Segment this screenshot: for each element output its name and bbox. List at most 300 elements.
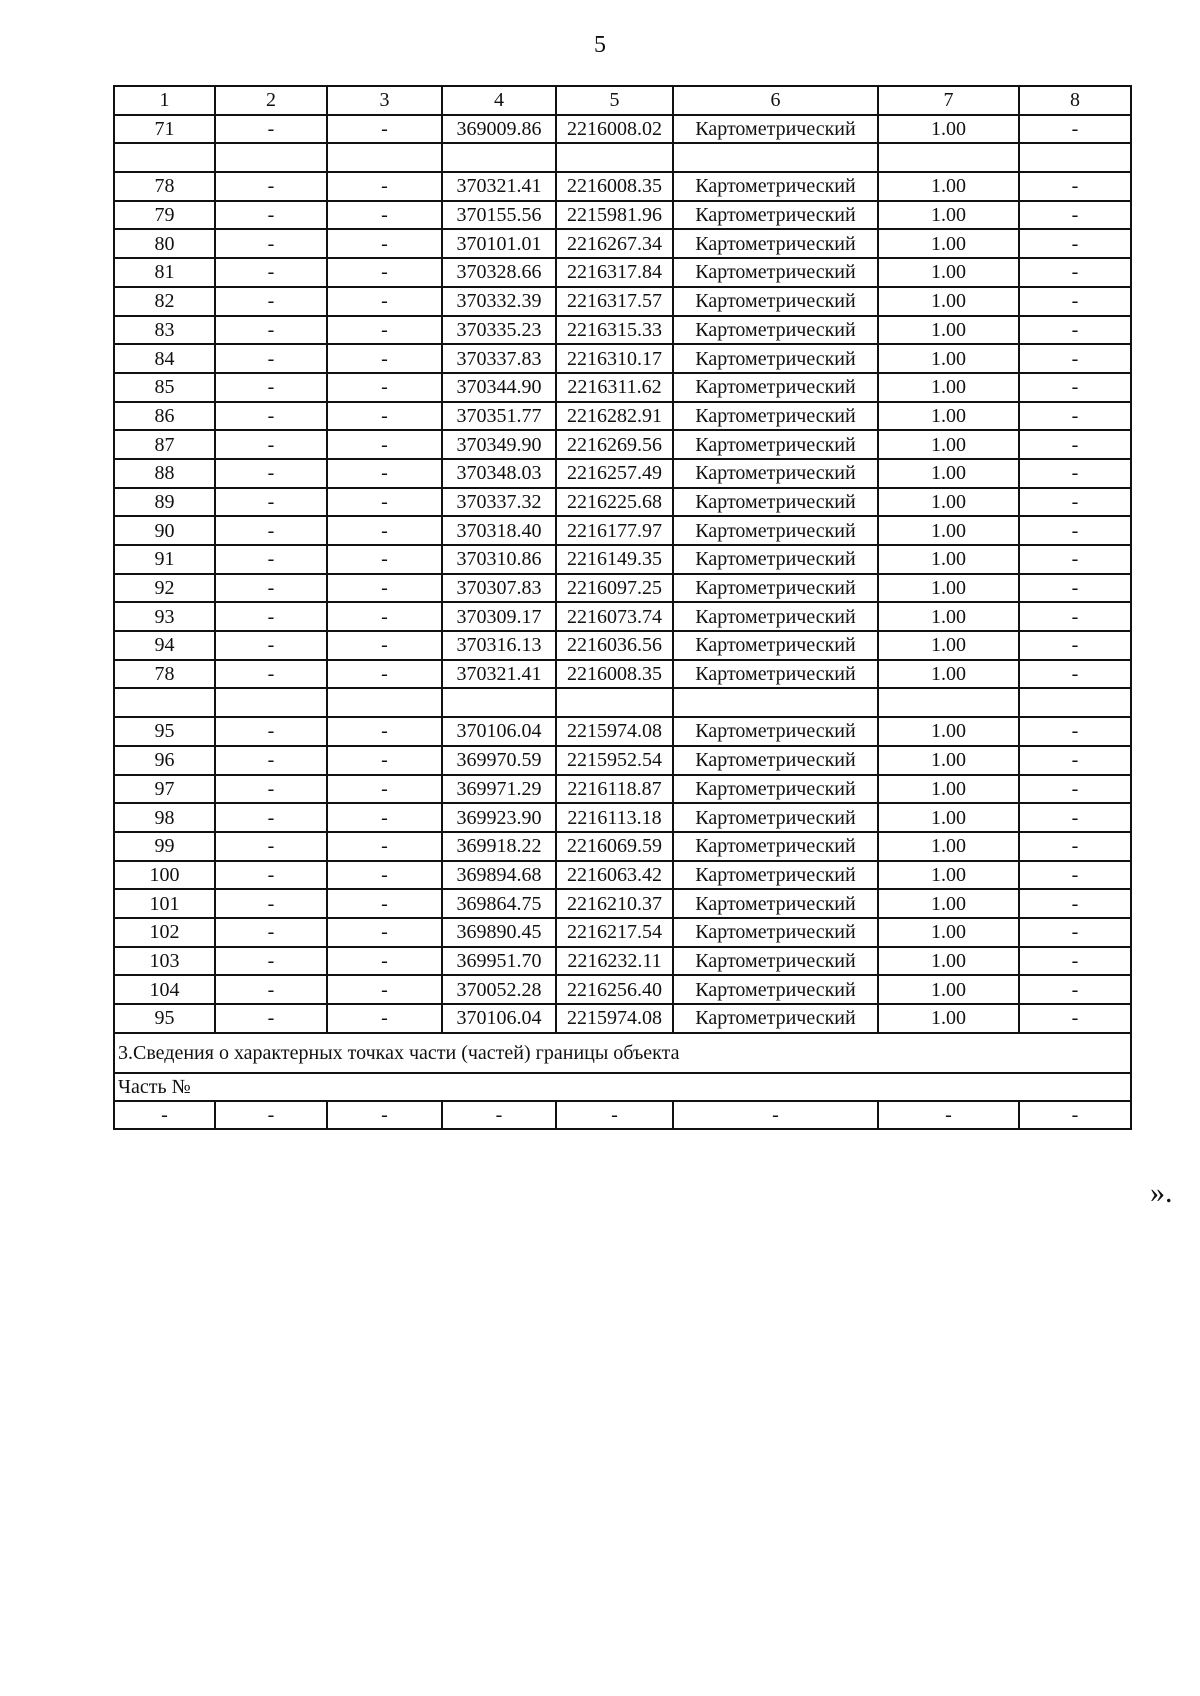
table-cell: - xyxy=(1019,861,1131,890)
table-row xyxy=(114,717,1131,746)
table-cell: 2216310.17 xyxy=(556,344,673,373)
table-cell: - xyxy=(327,602,442,631)
table-cell xyxy=(556,143,673,172)
table-cell: 78 xyxy=(114,172,215,201)
table-cell: 102 xyxy=(114,918,215,947)
table-cell: - xyxy=(215,488,327,517)
table-cell: - xyxy=(1019,746,1131,775)
table-cell: 370101.01 xyxy=(442,229,556,258)
table-row xyxy=(114,602,1131,631)
table-cell: 370335.23 xyxy=(442,316,556,345)
table-cell: 369009.86 xyxy=(442,115,556,144)
table-cell: 100 xyxy=(114,861,215,890)
section-title: 3.Сведения о характерных точках части (частей) границы объекта xyxy=(114,1033,1131,1073)
table-cell: 2216256.40 xyxy=(556,975,673,1004)
table-cell: 370321.41 xyxy=(442,172,556,201)
table-cell: Картометрический xyxy=(673,746,878,775)
table-cell: 2216269.56 xyxy=(556,430,673,459)
table-cell xyxy=(442,688,556,717)
table-cell: - xyxy=(327,660,442,689)
table-cell: 85 xyxy=(114,373,215,402)
table-cell: - xyxy=(327,889,442,918)
table-cell: 82 xyxy=(114,287,215,316)
table-cell: 370351.77 xyxy=(442,402,556,431)
table-cell: 80 xyxy=(114,229,215,258)
table-cell: Картометрический xyxy=(673,861,878,890)
table-cell: - xyxy=(1019,717,1131,746)
table-cell xyxy=(215,143,327,172)
table-cell xyxy=(878,143,1019,172)
table-cell: - xyxy=(1019,889,1131,918)
table-cell: 2216315.33 xyxy=(556,316,673,345)
table-cell: Картометрический xyxy=(673,803,878,832)
table-cell: 1.00 xyxy=(878,1004,1019,1033)
table-cell: - xyxy=(327,775,442,804)
table-cell: 78 xyxy=(114,660,215,689)
table-cell: - xyxy=(327,488,442,517)
table-cell: - xyxy=(1019,602,1131,631)
table-cell: 1.00 xyxy=(878,287,1019,316)
table-cell: Картометрический xyxy=(673,717,878,746)
table-row xyxy=(114,316,1131,345)
table-cell: 369864.75 xyxy=(442,889,556,918)
table-cell: - xyxy=(327,516,442,545)
table-cell: 2216118.87 xyxy=(556,775,673,804)
table-cell: - xyxy=(1019,516,1131,545)
table-cell: 370316.13 xyxy=(442,631,556,660)
table-cell: 94 xyxy=(114,631,215,660)
part-label-row xyxy=(114,1073,1131,1101)
table-cell: - xyxy=(215,1101,327,1130)
table-cell: 103 xyxy=(114,947,215,976)
table-cell: 79 xyxy=(114,201,215,230)
table-cell: - xyxy=(1019,258,1131,287)
table-cell: - xyxy=(327,316,442,345)
table-row xyxy=(114,631,1131,660)
table-cell: Картометрический xyxy=(673,488,878,517)
table-row xyxy=(114,889,1131,918)
table-body xyxy=(114,86,1131,1129)
table-cell: 369923.90 xyxy=(442,803,556,832)
table-cell: 1.00 xyxy=(878,115,1019,144)
table-cell: 370307.83 xyxy=(442,574,556,603)
table-cell: Картометрический xyxy=(673,832,878,861)
table-cell: 2216097.25 xyxy=(556,574,673,603)
table-cell: 89 xyxy=(114,488,215,517)
table-row xyxy=(114,574,1131,603)
table-row xyxy=(114,115,1131,144)
table-cell: 1.00 xyxy=(878,402,1019,431)
table-cell: 2215974.08 xyxy=(556,1004,673,1033)
table-cell: - xyxy=(1019,459,1131,488)
table-cell: - xyxy=(215,918,327,947)
table-cell: 1.00 xyxy=(878,889,1019,918)
table-row xyxy=(114,516,1131,545)
table-cell: 1.00 xyxy=(878,344,1019,373)
table-cell: Картометрический xyxy=(673,201,878,230)
coordinates-table xyxy=(113,85,1132,1130)
table-cell: - xyxy=(1019,631,1131,660)
table-cell: - xyxy=(327,631,442,660)
table-cell: Картометрический xyxy=(673,316,878,345)
table-cell: Картометрический xyxy=(673,344,878,373)
table-cell: - xyxy=(1019,660,1131,689)
table-row xyxy=(114,861,1131,890)
table-cell: - xyxy=(1019,947,1131,976)
table-cell: 1.00 xyxy=(878,602,1019,631)
page-number: 5 xyxy=(594,32,606,58)
table-cell: 99 xyxy=(114,832,215,861)
table-cell: 370332.39 xyxy=(442,287,556,316)
table-cell xyxy=(442,143,556,172)
table-cell: - xyxy=(327,861,442,890)
table-cell: - xyxy=(673,1101,878,1130)
table-row xyxy=(114,287,1131,316)
table-cell: - xyxy=(327,918,442,947)
table-cell: - xyxy=(442,1101,556,1130)
table-cell: 369970.59 xyxy=(442,746,556,775)
table-cell: Картометрический xyxy=(673,631,878,660)
table-cell: 2216008.35 xyxy=(556,172,673,201)
table-cell: 1.00 xyxy=(878,229,1019,258)
header-cell: 3 xyxy=(327,86,442,115)
table-cell: 2216069.59 xyxy=(556,832,673,861)
table-cell: - xyxy=(215,229,327,258)
table-cell: 1.00 xyxy=(878,861,1019,890)
table-cell: 1.00 xyxy=(878,918,1019,947)
table-cell: - xyxy=(1019,430,1131,459)
table-cell: 370310.86 xyxy=(442,545,556,574)
table-cell xyxy=(878,688,1019,717)
table-row xyxy=(114,258,1131,287)
table-header-row xyxy=(114,86,1131,115)
table-cell: - xyxy=(327,115,442,144)
table-cell: - xyxy=(215,832,327,861)
table-cell: - xyxy=(1019,1101,1131,1130)
table-cell: 2216149.35 xyxy=(556,545,673,574)
table-cell: 81 xyxy=(114,258,215,287)
table-cell: Картометрический xyxy=(673,459,878,488)
table-cell: 1.00 xyxy=(878,201,1019,230)
table-cell: - xyxy=(327,803,442,832)
table-cell: 2216177.97 xyxy=(556,516,673,545)
table-empty-row xyxy=(114,143,1131,172)
table-cell: - xyxy=(327,229,442,258)
table-cell: Картометрический xyxy=(673,889,878,918)
table-row xyxy=(114,660,1131,689)
table-cell: 370328.66 xyxy=(442,258,556,287)
table-cell xyxy=(556,688,673,717)
table-cell: - xyxy=(1019,574,1131,603)
table-cell: 97 xyxy=(114,775,215,804)
table-cell: - xyxy=(327,430,442,459)
table-cell: 1.00 xyxy=(878,316,1019,345)
table-cell: - xyxy=(215,631,327,660)
header-cell: 2 xyxy=(215,86,327,115)
table-cell: 1.00 xyxy=(878,746,1019,775)
table-cell: 2216232.11 xyxy=(556,947,673,976)
table-cell: Картометрический xyxy=(673,402,878,431)
table-cell: - xyxy=(327,975,442,1004)
header-cell: 7 xyxy=(878,86,1019,115)
table-cell: 370348.03 xyxy=(442,459,556,488)
table-cell: - xyxy=(1019,918,1131,947)
table-cell: 93 xyxy=(114,602,215,631)
table-cell: - xyxy=(327,717,442,746)
table-cell: - xyxy=(1019,316,1131,345)
table-cell: 1.00 xyxy=(878,660,1019,689)
table-cell: 95 xyxy=(114,717,215,746)
table-cell: - xyxy=(327,402,442,431)
table-cell: 370106.04 xyxy=(442,1004,556,1033)
table-cell: 1.00 xyxy=(878,430,1019,459)
table-cell: 2216282.91 xyxy=(556,402,673,431)
table-cell: 86 xyxy=(114,402,215,431)
table-cell xyxy=(327,688,442,717)
table-cell: 370052.28 xyxy=(442,975,556,1004)
table-cell: - xyxy=(327,832,442,861)
table-cell: - xyxy=(215,258,327,287)
table-cell: - xyxy=(1019,229,1131,258)
table-row xyxy=(114,430,1131,459)
table-cell: 1.00 xyxy=(878,459,1019,488)
table-cell: - xyxy=(215,746,327,775)
header-cell: 6 xyxy=(673,86,878,115)
table-cell: - xyxy=(1019,201,1131,230)
table-row xyxy=(114,545,1131,574)
table-cell: - xyxy=(1019,287,1131,316)
table-cell: 370321.41 xyxy=(442,660,556,689)
table-cell: 369951.70 xyxy=(442,947,556,976)
table-row xyxy=(114,488,1131,517)
table-cell: - xyxy=(215,201,327,230)
table-cell xyxy=(215,688,327,717)
table-cell: 2216267.34 xyxy=(556,229,673,258)
table-cell: 1.00 xyxy=(878,631,1019,660)
table-cell: - xyxy=(1019,1004,1131,1033)
table-cell: 370155.56 xyxy=(442,201,556,230)
table-row xyxy=(114,402,1131,431)
table-row xyxy=(114,201,1131,230)
table-cell xyxy=(114,688,215,717)
table-cell: - xyxy=(878,1101,1019,1130)
table-cell: 1.00 xyxy=(878,975,1019,1004)
table-cell: 95 xyxy=(114,1004,215,1033)
table-cell: - xyxy=(1019,775,1131,804)
table-cell: - xyxy=(215,1004,327,1033)
table-cell: Картометрический xyxy=(673,172,878,201)
table-cell xyxy=(327,143,442,172)
table-cell: - xyxy=(327,373,442,402)
table-cell: Картометрический xyxy=(673,775,878,804)
table-cell: Картометрический xyxy=(673,430,878,459)
header-cell: 5 xyxy=(556,86,673,115)
table-cell: - xyxy=(327,201,442,230)
table-cell: - xyxy=(215,889,327,918)
table-cell: 71 xyxy=(114,115,215,144)
table-cell: 1.00 xyxy=(878,172,1019,201)
table-cell: - xyxy=(215,717,327,746)
table-row xyxy=(114,918,1131,947)
table-cell: - xyxy=(1019,545,1131,574)
table-cell: - xyxy=(215,803,327,832)
table-cell: 1.00 xyxy=(878,947,1019,976)
table-cell: 92 xyxy=(114,574,215,603)
table-cell: - xyxy=(215,975,327,1004)
table-cell: - xyxy=(1019,115,1131,144)
table-cell: - xyxy=(215,344,327,373)
table-cell: - xyxy=(215,861,327,890)
table-cell: - xyxy=(215,172,327,201)
table-cell: - xyxy=(327,1101,442,1130)
table-cell: - xyxy=(215,115,327,144)
table-cell: 370318.40 xyxy=(442,516,556,545)
table-cell: - xyxy=(327,172,442,201)
table-row xyxy=(114,746,1131,775)
table-cell: - xyxy=(215,516,327,545)
table-cell: 91 xyxy=(114,545,215,574)
table-row xyxy=(114,373,1131,402)
table-row xyxy=(114,1004,1131,1033)
table-cell: Картометрический xyxy=(673,918,878,947)
table-cell: Картометрический xyxy=(673,574,878,603)
table-cell: 2216036.56 xyxy=(556,631,673,660)
table-row xyxy=(114,803,1131,832)
table-cell: - xyxy=(215,545,327,574)
table-cell xyxy=(673,688,878,717)
table-cell: 2216311.62 xyxy=(556,373,673,402)
table-cell: - xyxy=(327,258,442,287)
table-cell: - xyxy=(327,746,442,775)
table-cell: 369971.29 xyxy=(442,775,556,804)
table-cell: 1.00 xyxy=(878,574,1019,603)
table-cell xyxy=(673,143,878,172)
table-cell: - xyxy=(327,1004,442,1033)
table-cell: 1.00 xyxy=(878,832,1019,861)
table-cell: - xyxy=(327,287,442,316)
table-cell: 88 xyxy=(114,459,215,488)
table-cell: - xyxy=(1019,975,1131,1004)
table-cell: - xyxy=(1019,172,1131,201)
table-cell: - xyxy=(215,947,327,976)
table-cell: 2215981.96 xyxy=(556,201,673,230)
table-cell: 370349.90 xyxy=(442,430,556,459)
table-empty-row xyxy=(114,688,1131,717)
table-cell: Картометрический xyxy=(673,258,878,287)
table-cell: 370337.83 xyxy=(442,344,556,373)
table-cell: Картометрический xyxy=(673,1004,878,1033)
table-cell: 370309.17 xyxy=(442,602,556,631)
table-cell: - xyxy=(1019,803,1131,832)
table-cell: 2216210.37 xyxy=(556,889,673,918)
table-cell: 2216008.35 xyxy=(556,660,673,689)
table-cell: Картометрический xyxy=(673,229,878,258)
table-cell: Картометрический xyxy=(673,516,878,545)
table-cell: 2216217.54 xyxy=(556,918,673,947)
table-cell xyxy=(114,143,215,172)
table-cell: Картометрический xyxy=(673,287,878,316)
table-cell: 1.00 xyxy=(878,717,1019,746)
table-row xyxy=(114,775,1131,804)
table-cell: Картометрический xyxy=(673,975,878,1004)
table-cell: - xyxy=(215,574,327,603)
table-cell: Картометрический xyxy=(673,373,878,402)
table-cell: 2215952.54 xyxy=(556,746,673,775)
table-cell: - xyxy=(114,1101,215,1130)
table-row xyxy=(114,459,1131,488)
table-cell: 369890.45 xyxy=(442,918,556,947)
table-cell: 104 xyxy=(114,975,215,1004)
table-cell: 84 xyxy=(114,344,215,373)
table-cell: 370344.90 xyxy=(442,373,556,402)
table-cell: - xyxy=(1019,832,1131,861)
table-cell: 1.00 xyxy=(878,516,1019,545)
table-cell: 1.00 xyxy=(878,775,1019,804)
table-cell: 83 xyxy=(114,316,215,345)
table-cell: - xyxy=(327,574,442,603)
section-title-row xyxy=(114,1033,1131,1073)
header-cell: 8 xyxy=(1019,86,1131,115)
table-cell: Картометрический xyxy=(673,947,878,976)
table-cell: - xyxy=(215,430,327,459)
table-cell: - xyxy=(1019,402,1131,431)
table-cell: 369894.68 xyxy=(442,861,556,890)
table-cell: 2216063.42 xyxy=(556,861,673,890)
table-cell: 369918.22 xyxy=(442,832,556,861)
table-cell: - xyxy=(327,459,442,488)
table-cell: - xyxy=(215,402,327,431)
table-cell: - xyxy=(215,660,327,689)
table-cell: 2216008.02 xyxy=(556,115,673,144)
table-cell: - xyxy=(1019,373,1131,402)
table-cell: - xyxy=(215,316,327,345)
table-cell: Картометрический xyxy=(673,115,878,144)
table-row xyxy=(114,975,1131,1004)
table-cell: 1.00 xyxy=(878,373,1019,402)
table-row xyxy=(114,1101,1131,1130)
table-cell: 2216317.84 xyxy=(556,258,673,287)
table-cell xyxy=(1019,688,1131,717)
table-row xyxy=(114,344,1131,373)
table-row xyxy=(114,947,1131,976)
table-cell: Картометрический xyxy=(673,602,878,631)
table-cell: Картометрический xyxy=(673,545,878,574)
table-cell: - xyxy=(327,344,442,373)
table-cell: 1.00 xyxy=(878,803,1019,832)
table-cell: 87 xyxy=(114,430,215,459)
table-cell: 98 xyxy=(114,803,215,832)
table-cell: 2216257.49 xyxy=(556,459,673,488)
table-cell: - xyxy=(215,373,327,402)
table-cell: 2216317.57 xyxy=(556,287,673,316)
part-label: Часть № xyxy=(114,1073,1131,1101)
table-cell: 90 xyxy=(114,516,215,545)
table-cell: 2216073.74 xyxy=(556,602,673,631)
table-row xyxy=(114,229,1131,258)
table-cell: - xyxy=(327,545,442,574)
table-cell: 2215974.08 xyxy=(556,717,673,746)
table-cell: 96 xyxy=(114,746,215,775)
table-cell: - xyxy=(1019,488,1131,517)
table-cell: - xyxy=(215,287,327,316)
table-cell: 1.00 xyxy=(878,488,1019,517)
table-cell: 1.00 xyxy=(878,258,1019,287)
table-row xyxy=(114,832,1131,861)
header-cell: 4 xyxy=(442,86,556,115)
table-cell xyxy=(1019,143,1131,172)
table-cell: - xyxy=(215,775,327,804)
table-cell: 2216113.18 xyxy=(556,803,673,832)
